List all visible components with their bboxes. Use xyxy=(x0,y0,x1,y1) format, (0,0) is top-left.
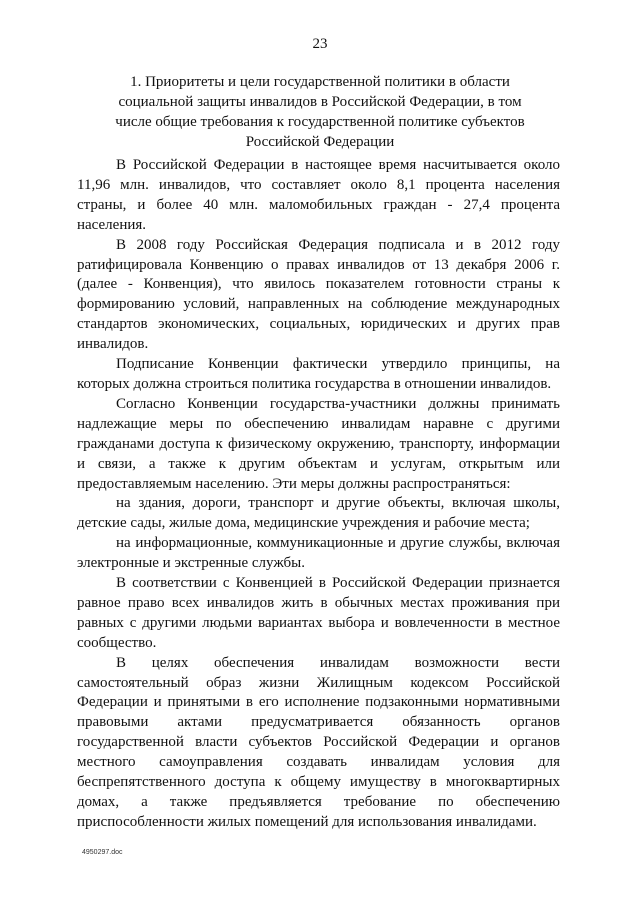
page-number: 23 xyxy=(312,36,328,52)
paragraph-equal-right: В соответствии с Конвенцией в Российской Федерации признается равное право всех инвалидов жить в обычных местах проживания при равных с другими людьми вариантах выбора и вовлеченности в местное сообщество. xyxy=(77,575,560,651)
paragraph-housing-code: В целях обеспечения инвалидам возможности вести самостоятельный образ жизни Жилищным кодексом Российской Федерации и принятыми в его исполнение подзаконными нормативными правовыми актами предусматривается обязанность органов государственной власти субъектов Российской Федерации и органов местного самоуправления создавать инвалидам условия для беспрепятственного доступа к общему имуществу в многоквартирных домах, а также предъявляется требование по обеспечению приспособленности жилых помещений для использования инвалидами. xyxy=(77,654,560,830)
paragraph-convention-principles: Подписание Конвенции фактически утвердило принципы, на которых должна строиться политика государства в отношении инвалидов. xyxy=(77,356,560,392)
document-body xyxy=(77,156,560,833)
paragraph-state-measures: Согласно Конвенции государства-участники должны принимать надлежащие меры по обеспечению инвалидам наравне с другими гражданами доступа к физическому окружению, транспорту, информации и связи, а также к другим объектам и услугам, открытым или предоставляемым населению. Эти меры должны распространяться: xyxy=(77,395,560,492)
paragraph-statistics: В Российской Федерации в настоящее время насчитывается около 11,96 млн. инвалидов, что составляет около 8,1 процента населения страны, и более 40 млн. маломобильных граждан - 27,4 процента населения. xyxy=(77,157,560,233)
section-heading: 1. Приоритеты и цели государственной политики в области социальной защиты инвалидов в Российской Федерации, в том числе общие требования к государственной политике субъектов Российской Федерации xyxy=(115,74,525,150)
paragraph-convention-ratification: В 2008 году Российская Федерация подписала и в 2012 году ратифицировала Конвенцию о правах инвалидов от 13 декабря 2006 г. (далее - Конвенция), что явилось показателем готовности страны к формированию условий, направленных на соблюдение международных стандартов экономических, социальных, юридических и других прав инвалидов. xyxy=(77,236,560,353)
paragraph-measures-services: на информационные, коммуникационные и другие службы, включая электронные и экстренные службы. xyxy=(77,535,560,572)
file-name-footer: 4950297.doc xyxy=(82,849,123,856)
paragraph-measures-buildings: на здания, дороги, транспорт и другие объекты, включая школы, детские сады, жилые дома, медицинские учреждения и рабочие места; xyxy=(77,495,560,532)
